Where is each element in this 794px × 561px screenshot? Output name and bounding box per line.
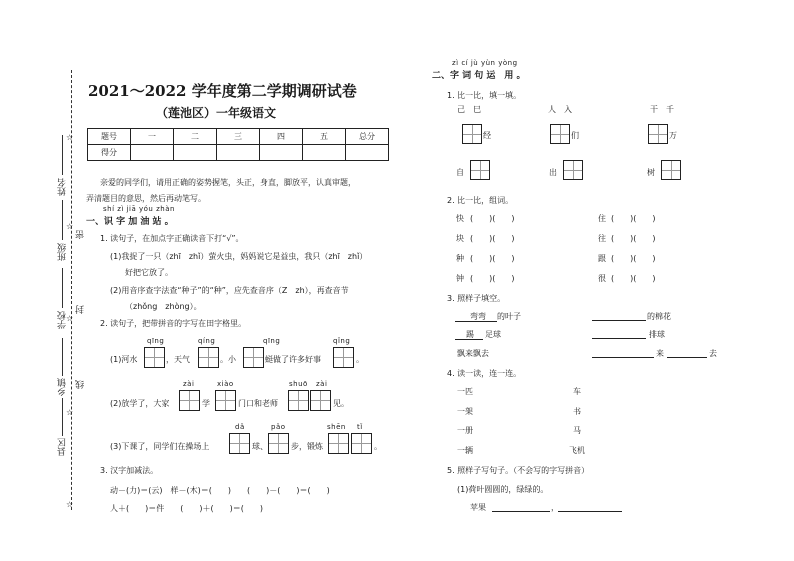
q2-text: ，天气 xyxy=(166,355,190,364)
compare-char: 块 xyxy=(456,234,464,243)
tianzige-box[interactable] xyxy=(144,347,165,368)
example-text: 足球 xyxy=(485,330,501,339)
tianzige-box[interactable] xyxy=(333,347,354,368)
q2-pinyin: tǐ xyxy=(357,423,363,431)
section2-title: 二、字 词 句 运 用 。 xyxy=(432,71,526,81)
tianzige-box[interactable] xyxy=(328,433,349,454)
compare-char: 钟 xyxy=(456,274,464,283)
q2-pinyin: shuō xyxy=(289,380,308,388)
tianzige-box[interactable] xyxy=(661,160,681,180)
fill-text: 去 xyxy=(709,349,717,358)
q2-pinyin: qīng xyxy=(147,337,165,345)
example-underlined: 踢 xyxy=(466,330,474,339)
q1-label: 1. 读句子，在加点字正确读音下打“√”。 xyxy=(100,234,244,243)
star-icon: ☆ xyxy=(66,222,74,231)
fill-text: 排球 xyxy=(649,330,665,339)
s2-q4-label: 4. 读一读，连一连。 xyxy=(447,369,522,378)
class-label: 班级 xyxy=(58,243,68,261)
score-cell: 四 xyxy=(260,129,303,145)
char-pair: 干 千 xyxy=(650,105,674,114)
sentence-start: 苹果 xyxy=(470,503,486,512)
tianzige-box[interactable] xyxy=(215,390,236,411)
noun-word[interactable]: 书 xyxy=(573,407,581,416)
tianzige-box[interactable] xyxy=(470,160,490,180)
q1-sentence-2a[interactable]: (2)用音序查字法查“种子”的“种”，应先查音序（Z zh），再查音节 xyxy=(110,286,349,295)
word-blanks[interactable]: ( )( ) xyxy=(470,274,515,283)
compare-char: 种 xyxy=(456,254,464,263)
sentence-comma: ， xyxy=(551,503,559,512)
tianzige-box[interactable] xyxy=(243,347,264,368)
section1-pinyin: shí zì jiā yóu zhàn xyxy=(103,205,175,213)
star-icon: ☆ xyxy=(66,314,74,323)
q2-text: (1)河水 xyxy=(110,355,138,364)
compare-char: 跟 xyxy=(598,254,606,263)
tianzige-box[interactable] xyxy=(563,160,583,180)
town-blank[interactable] xyxy=(62,338,63,376)
tianzige-box[interactable] xyxy=(310,390,331,411)
tianzige-box[interactable] xyxy=(462,124,482,144)
word-blanks[interactable]: ( )( ) xyxy=(611,254,656,263)
score-input-cell[interactable] xyxy=(303,145,346,161)
q2-text: 。小 xyxy=(220,355,236,364)
q2-pinyin: shēn xyxy=(327,423,346,431)
char-prefix: 出 xyxy=(549,168,557,177)
score-table xyxy=(87,128,389,161)
tianzige-box[interactable] xyxy=(198,347,219,368)
q2-pinyin: qǐng xyxy=(333,337,351,345)
name-blank[interactable] xyxy=(62,135,63,175)
q1-sentence-1a[interactable]: (1)我捉了一只（zhī zhǐ）萤火虫，妈妈说它是益虫，我只（zhī zhǐ） xyxy=(110,252,368,261)
fill-text: 来 xyxy=(656,349,664,358)
score-input-cell[interactable] xyxy=(131,145,174,161)
char-pair: 己 巳 xyxy=(457,105,481,114)
q2-text: 步，锻炼 xyxy=(291,442,323,451)
q2-text: 球、 xyxy=(252,442,268,451)
tianzige-box[interactable] xyxy=(550,124,570,144)
county-blank[interactable] xyxy=(62,398,63,436)
noun-word[interactable]: 马 xyxy=(573,426,581,435)
exam-title: 2021～2022 学年度第二学期调研试卷 xyxy=(88,82,357,100)
q2-pinyin: pǎo xyxy=(271,423,286,431)
s2-q3-label: 3. 照样子填空。 xyxy=(447,294,506,303)
q2-text: 门口和老师 xyxy=(238,399,278,408)
measure-word[interactable]: 一辆 xyxy=(457,446,473,455)
measure-word[interactable]: 一册 xyxy=(457,426,473,435)
example-text: 的叶子 xyxy=(497,312,521,321)
example-underlined: 弯弯 xyxy=(470,312,486,321)
word-blanks[interactable]: ( )( ) xyxy=(611,214,656,223)
fill-blank[interactable] xyxy=(592,357,654,358)
q2-text: 学 xyxy=(202,399,210,408)
score-header-row xyxy=(88,129,389,145)
q2-pinyin: zài xyxy=(316,380,328,388)
char-suffix: 们 xyxy=(571,131,579,140)
compare-char: 很 xyxy=(598,274,606,283)
score-cell: 二 xyxy=(174,129,217,145)
measure-word[interactable]: 一匹 xyxy=(457,387,473,396)
q2-label: 2. 读句子，把带拼音的字写在田字格里。 xyxy=(100,319,247,328)
exam-subtitle: （莲池区）一年级语文 xyxy=(156,106,277,120)
compare-char: 住 xyxy=(598,214,606,223)
s2-q1-label: 1. 比一比，填一填。 xyxy=(447,91,522,100)
score-cell: 三 xyxy=(217,129,260,145)
word-blanks[interactable]: ( )( ) xyxy=(470,214,515,223)
star-icon: ☆ xyxy=(66,133,74,142)
name-label: 姓名 xyxy=(58,178,68,196)
tianzige-box[interactable] xyxy=(288,390,309,411)
school-blank[interactable] xyxy=(62,268,63,308)
score-input-cell[interactable] xyxy=(346,145,389,161)
county-label: 县区 xyxy=(58,438,68,456)
sentence-blank[interactable] xyxy=(558,511,622,512)
seal-char: 线 xyxy=(76,380,86,389)
q2-pinyin: qíng xyxy=(198,337,216,345)
sentence-example: (1)荷叶圆圆的，绿绿的。 xyxy=(457,485,549,494)
q2-text: 见。 xyxy=(333,399,349,408)
q2-pinyin: xiào xyxy=(217,380,234,388)
section1-title: 一、识 字 加 油 站 。 xyxy=(86,217,174,227)
noun-word[interactable]: 飞机 xyxy=(569,446,585,455)
q2-text: 。 xyxy=(374,442,382,451)
fill-blank[interactable] xyxy=(592,320,646,321)
q2-pinyin: zài xyxy=(183,380,195,388)
score-input-cell[interactable] xyxy=(217,145,260,161)
word-blanks[interactable]: ( )( ) xyxy=(470,254,515,263)
tianzige-box[interactable] xyxy=(179,390,200,411)
town-label: 乡镇 xyxy=(58,378,68,396)
score-cell: 题号 xyxy=(88,129,131,145)
tianzige-box[interactable] xyxy=(229,433,250,454)
score-value-row xyxy=(88,145,389,161)
q1-sentence-2b[interactable]: （zhǒng zhòng）。 xyxy=(125,302,202,311)
word-blanks[interactable]: ( )( ) xyxy=(611,234,656,243)
q2-text: 蜓做了许多好事 xyxy=(265,355,321,364)
q2-pinyin: qīng xyxy=(263,337,281,345)
intro-line-1: 亲爱的同学们，请用正确的姿势握笔，头正，身直，脚放平，认真审题， xyxy=(100,178,356,187)
intro-line-2: 弄清题目的意思，然后再动笔写。 xyxy=(86,194,206,203)
fill-blank[interactable] xyxy=(667,357,707,358)
seal-char: 密 xyxy=(76,230,86,239)
s2-q2-label: 2. 比一比，组词。 xyxy=(447,196,514,205)
school-label: 学校 xyxy=(58,311,68,329)
q3-row-2[interactable]: 人＋( )＝件 ( )＋( )＝( ) xyxy=(110,504,263,513)
fill-blank[interactable] xyxy=(592,338,646,339)
q1-sentence-1b: 好把它放了。 xyxy=(125,268,173,277)
char-prefix: 自 xyxy=(456,168,464,177)
sentence-blank[interactable] xyxy=(492,511,550,512)
score-cell: 一 xyxy=(131,129,174,145)
example-underline xyxy=(455,321,497,322)
score-cell: 得分 xyxy=(88,145,131,161)
section2-pinyin: zì cí jù yùn yòng xyxy=(452,59,518,67)
score-cell: 总分 xyxy=(346,129,389,145)
fill-text: 的棉花 xyxy=(647,312,671,321)
measure-word[interactable]: 一架 xyxy=(457,407,473,416)
q2-text: (3)下课了，同学们在操场上 xyxy=(110,442,210,451)
seal-char: 封 xyxy=(76,305,86,314)
star-icon: ☆ xyxy=(66,408,74,417)
q3-row-1[interactable]: 动－(力)＝(云) 样－(木)＝( ) ( )－( )＝( ) xyxy=(110,486,330,495)
q2-text: 。 xyxy=(356,355,364,364)
class-blank[interactable] xyxy=(62,200,63,240)
tianzige-box[interactable] xyxy=(351,433,372,454)
tianzige-box[interactable] xyxy=(268,433,289,454)
char-pair: 人 入 xyxy=(548,105,572,114)
tianzige-box[interactable] xyxy=(648,124,668,144)
score-cell: 五 xyxy=(303,129,346,145)
word-blanks[interactable]: ( )( ) xyxy=(470,234,515,243)
char-suffix: 经 xyxy=(483,131,491,140)
char-prefix: 树 xyxy=(647,168,655,177)
score-input-cell[interactable] xyxy=(174,145,217,161)
char-suffix: 万 xyxy=(669,131,677,140)
q3-label: 3. 汉字加减法。 xyxy=(100,466,159,475)
word-blanks[interactable]: ( )( ) xyxy=(611,274,656,283)
compare-char: 往 xyxy=(598,234,606,243)
s2-q5-label: 5. 照样子写句子。（不会写的字写拼音） xyxy=(447,466,590,475)
compare-char: 快 xyxy=(456,214,464,223)
example-text: 飘来飘去 xyxy=(457,349,489,358)
score-input-cell[interactable] xyxy=(260,145,303,161)
noun-word[interactable]: 车 xyxy=(573,387,581,396)
q2-pinyin: dǎ xyxy=(235,423,245,431)
example-underline xyxy=(455,339,483,340)
star-icon: ☆ xyxy=(66,500,74,509)
q2-text: (2)放学了，大家 xyxy=(110,399,170,408)
